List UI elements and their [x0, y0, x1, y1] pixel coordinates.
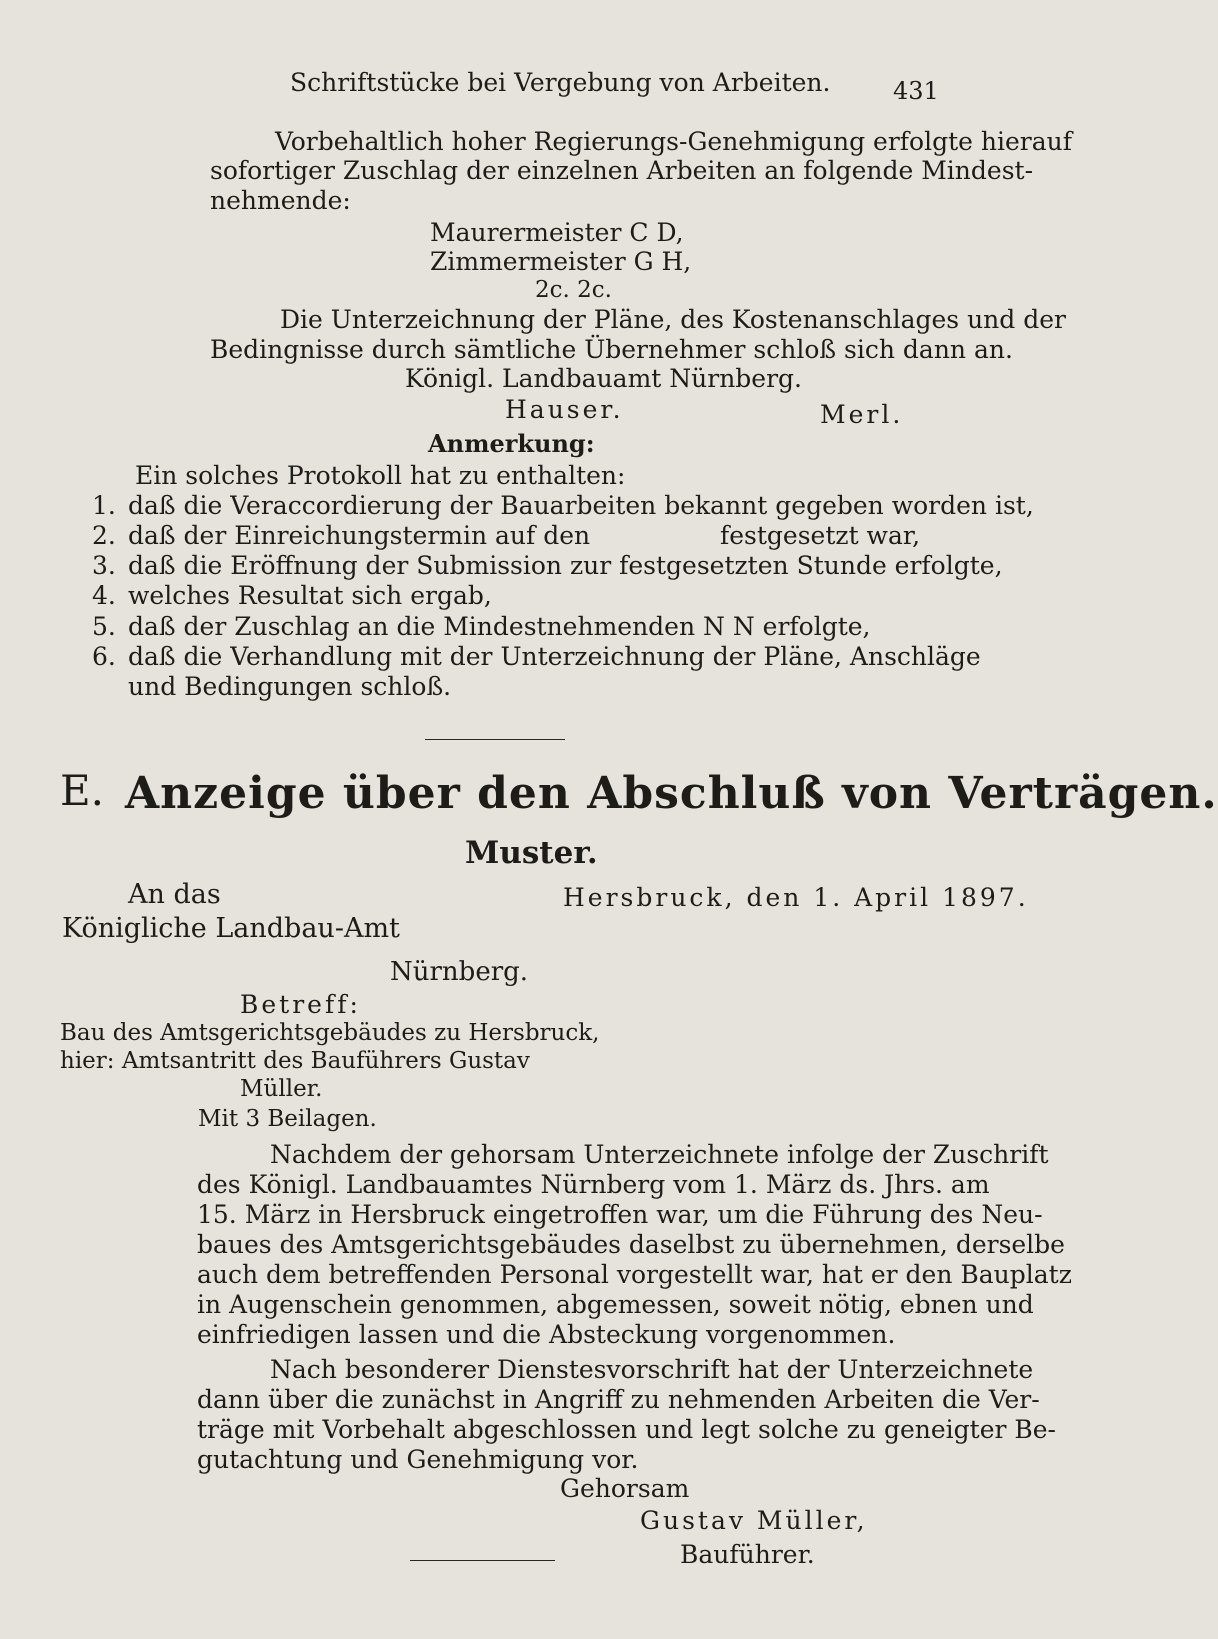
paragraph-line: des Königl. Landbauamtes Nürnberg vom 1. März ds. Jhrs. am — [197, 1170, 990, 1199]
section-title: Anzeige über den Abschluß von Verträgen. — [125, 768, 1218, 819]
list-number: 3. — [92, 551, 116, 580]
paragraph-line: 15. März in Hersbruck eingetroffen war, um die Führung des Neu- — [197, 1200, 1043, 1229]
contractor: Maurermeister C D, — [430, 218, 684, 247]
protocol-line: Vorbehaltlich hoher Regierungs-Genehmigung erfolgte hierauf — [275, 127, 1072, 156]
paragraph-line: einfriedigen lassen und die Absteckung vorgenommen. — [197, 1320, 896, 1349]
contractor: Zimmermeister G H, — [430, 247, 692, 276]
paragraph-line: Nachdem der gehorsam Unterzeichnete infolge der Zuschrift — [270, 1140, 1049, 1169]
list-number: 2. — [92, 521, 116, 550]
end-rule — [410, 1560, 555, 1561]
signing-line: Bedingnisse durch sämtliche Übernehmer schloß sich dann an. — [210, 335, 1013, 364]
list-number: 5. — [92, 612, 116, 641]
list-number: 4. — [92, 581, 116, 610]
protocol-line: sofortiger Zuschlag der einzelnen Arbeiten an folgende Mindest- — [210, 156, 1034, 185]
subject-label: Betreff: — [240, 990, 361, 1019]
list-number: 1. — [92, 491, 116, 520]
list-item: daß die Veraccordierung der Bauarbeiten bekannt gegeben worden ist, — [128, 491, 1034, 520]
office-name: Königl. Landbauamt Nürnberg. — [405, 364, 802, 393]
list-item: daß der Einreichungstermin auf den — [128, 521, 591, 550]
paragraph-line: dann über die zunächst in Angriff zu nehmenden Arbeiten die Ver- — [197, 1385, 1040, 1414]
closing: Gehorsam — [560, 1474, 690, 1503]
place-date: Hersbruck, den 1. April 1897. — [563, 883, 1029, 912]
section-divider — [425, 739, 565, 740]
running-title: Schriftstücke bei Vergebung von Arbeiten. — [290, 68, 831, 97]
paragraph-line: baues des Amtsgerichtsgebäudes daselbst zu übernehmen, derselbe — [197, 1230, 1065, 1259]
list-item: welches Resultat sich ergab, — [128, 581, 492, 610]
list-item-tail: festgesetzt war, — [720, 521, 921, 550]
paragraph-line: gutachtung und Genehmigung vor. — [197, 1445, 639, 1474]
list-item: daß die Verhandlung mit der Unterzeichnung der Pläne, Anschläge — [128, 642, 981, 671]
section-subtitle: Muster. — [465, 835, 598, 871]
protocol-line: nehmende: — [210, 186, 351, 215]
note-intro: Ein solches Protokoll hat zu enthalten: — [135, 461, 626, 490]
signing-line: Die Unterzeichnung der Pläne, des Kostenanschlages und der — [280, 305, 1066, 334]
list-item: daß der Zuschlag an die Mindestnehmenden N N erfolgte, — [128, 612, 871, 641]
list-item-continuation: und Bedingungen schloß. — [128, 672, 452, 701]
enclosures: Mit 3 Beilagen. — [198, 1106, 377, 1132]
paragraph-line: Nach besonderer Dienstesvorschrift hat der Unterzeichnete — [270, 1355, 1034, 1384]
list-number: 6. — [92, 642, 116, 671]
signature: Gustav Müller, — [640, 1506, 868, 1535]
paragraph-line: auch dem betreffenden Personal vorgestellt war, hat er den Bauplatz — [197, 1260, 1072, 1289]
subject-line: Müller. — [240, 1076, 323, 1102]
note-heading: Anmerkung: — [428, 429, 595, 458]
signatory-right: Merl. — [820, 400, 904, 429]
signatory-left: Hauser. — [505, 395, 624, 424]
list-item: daß die Eröffnung der Submission zur festgesetzten Stunde erfolgte, — [128, 551, 1003, 580]
contractor-etc: 2c. 2c. — [535, 277, 612, 303]
role: Bauführer. — [680, 1540, 815, 1569]
salutation: An das — [128, 879, 221, 910]
recipient-city: Nürnberg. — [390, 957, 529, 987]
subject-line: Bau des Amtsgerichtsgebäudes zu Hersbruck, — [60, 1020, 600, 1046]
paragraph-line: in Augenschein genommen, abgemessen, soweit nötig, ebnen und — [197, 1290, 1034, 1319]
recipient: Königliche Landbau-Amt — [62, 913, 400, 944]
page-number: 431 — [893, 77, 939, 105]
section-letter: E. — [60, 766, 105, 815]
paragraph-line: träge mit Vorbehalt abgeschlossen und legt solche zu geneigter Be- — [197, 1415, 1057, 1444]
subject-line: hier: Amtsantritt des Bauführers Gustav — [60, 1048, 530, 1074]
